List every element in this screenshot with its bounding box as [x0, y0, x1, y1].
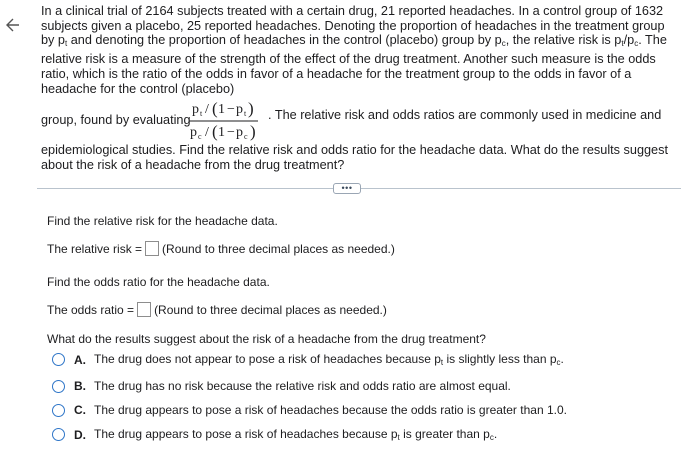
choice-d[interactable] — [52, 427, 497, 442]
radio-b[interactable] — [52, 380, 65, 393]
odds-ratio-input[interactable] — [137, 302, 151, 317]
svg-text:): ) — [250, 122, 256, 142]
choice-b[interactable] — [52, 379, 511, 393]
svg-text:(: ( — [212, 122, 218, 142]
choice-a[interactable] — [52, 352, 564, 367]
relative-risk-label: The relative risk = — [47, 241, 143, 256]
question-outro: epidemiological studies. Find the relative risk and odds ratio for the headache data. What do the results suggest about the risk of a headache from the drug treatment? — [41, 143, 668, 172]
radio-a[interactable] — [52, 353, 65, 366]
choice-c[interactable] — [52, 403, 567, 417]
choice-letter: C. — [74, 403, 86, 417]
question-intro: In a clinical trial of 2164 subjects treated with a certain drug, 21 reported headaches. In a control group of 1632 subjects given a placebo, 25 reported headaches. Denoting the proportion of headaches in the treatment group by $p_t$ and denoting the proportion of headaches in the control (placebo) group by $p_c$, the relative risk is $p_t/p_c$. The relative risk is a measure of the strength of the effect of the drug treatment. Another such measure is the odds ratio, which is the ratio of the odds in favor of a headache for the treatment group to the odds in favor of a headache for the control (placebo) — [41, 4, 667, 96]
svg-text:t: t — [244, 109, 247, 119]
svg-text:/: / — [205, 125, 209, 141]
relative-risk-input[interactable] — [145, 241, 159, 256]
choice-letter: D. — [74, 427, 86, 442]
svg-text:p: p — [236, 102, 243, 118]
choice-letter: A. — [74, 352, 86, 367]
choice-letter: B. — [74, 379, 86, 393]
odds-ratio-label: The odds ratio = — [47, 302, 135, 317]
svg-text:t: t — [200, 109, 203, 119]
svg-text:p: p — [192, 102, 199, 118]
svg-text:p: p — [236, 125, 243, 141]
odds-ratio-row — [47, 302, 387, 317]
relative-risk-row — [47, 241, 395, 256]
formula-suffix: . The relative risk and odds ratios are commonly used in medicine and — [268, 108, 662, 123]
choice-text: The drug does not appear to pose a risk of headaches because $p_t$ is slightly less than $p_c$. — [94, 352, 564, 367]
relative-risk-hint: (Round to three decimal places as needed.) — [162, 241, 395, 256]
svg-text:c: c — [198, 132, 202, 142]
choice-text: The drug appears to pose a risk of headaches because the odds ratio is greater than 1.0. — [94, 403, 567, 417]
svg-text:/: / — [205, 102, 209, 118]
relative-risk-prompt: Find the relative risk for the headache data. — [47, 214, 278, 228]
back-arrow-icon[interactable] — [2, 16, 20, 34]
radio-d[interactable] — [52, 428, 65, 441]
svg-text:1: 1 — [218, 102, 225, 118]
choice-text: The drug has no risk because the relative risk and odds ratio are almost equal. — [94, 379, 511, 393]
svg-text:(: ( — [212, 99, 218, 119]
more-options-button[interactable]: ••• — [333, 183, 361, 194]
odds-ratio-prompt: Find the odds ratio for the headache data. — [47, 275, 270, 289]
svg-text:1: 1 — [218, 125, 225, 141]
suggest-prompt: What do the results suggest about the risk of a headache from the drug treatment? — [47, 332, 486, 346]
svg-text:−: − — [227, 102, 235, 118]
odds-ratio-formula — [188, 97, 264, 141]
radio-c[interactable] — [52, 404, 65, 417]
svg-text:): ) — [248, 99, 254, 119]
formula-prefix: group, found by evaluating — [41, 113, 191, 128]
odds-ratio-hint: (Round to three decimal places as needed.) — [154, 302, 387, 317]
odds-ratio-formula-line — [41, 97, 681, 143]
svg-text:−: − — [227, 125, 235, 141]
svg-text:p: p — [190, 125, 197, 141]
choice-text: The drug appears to pose a risk of headaches because $p_t$ is greater than $p_c$. — [94, 427, 498, 442]
svg-text:c: c — [244, 132, 248, 142]
question-text — [41, 4, 681, 173]
